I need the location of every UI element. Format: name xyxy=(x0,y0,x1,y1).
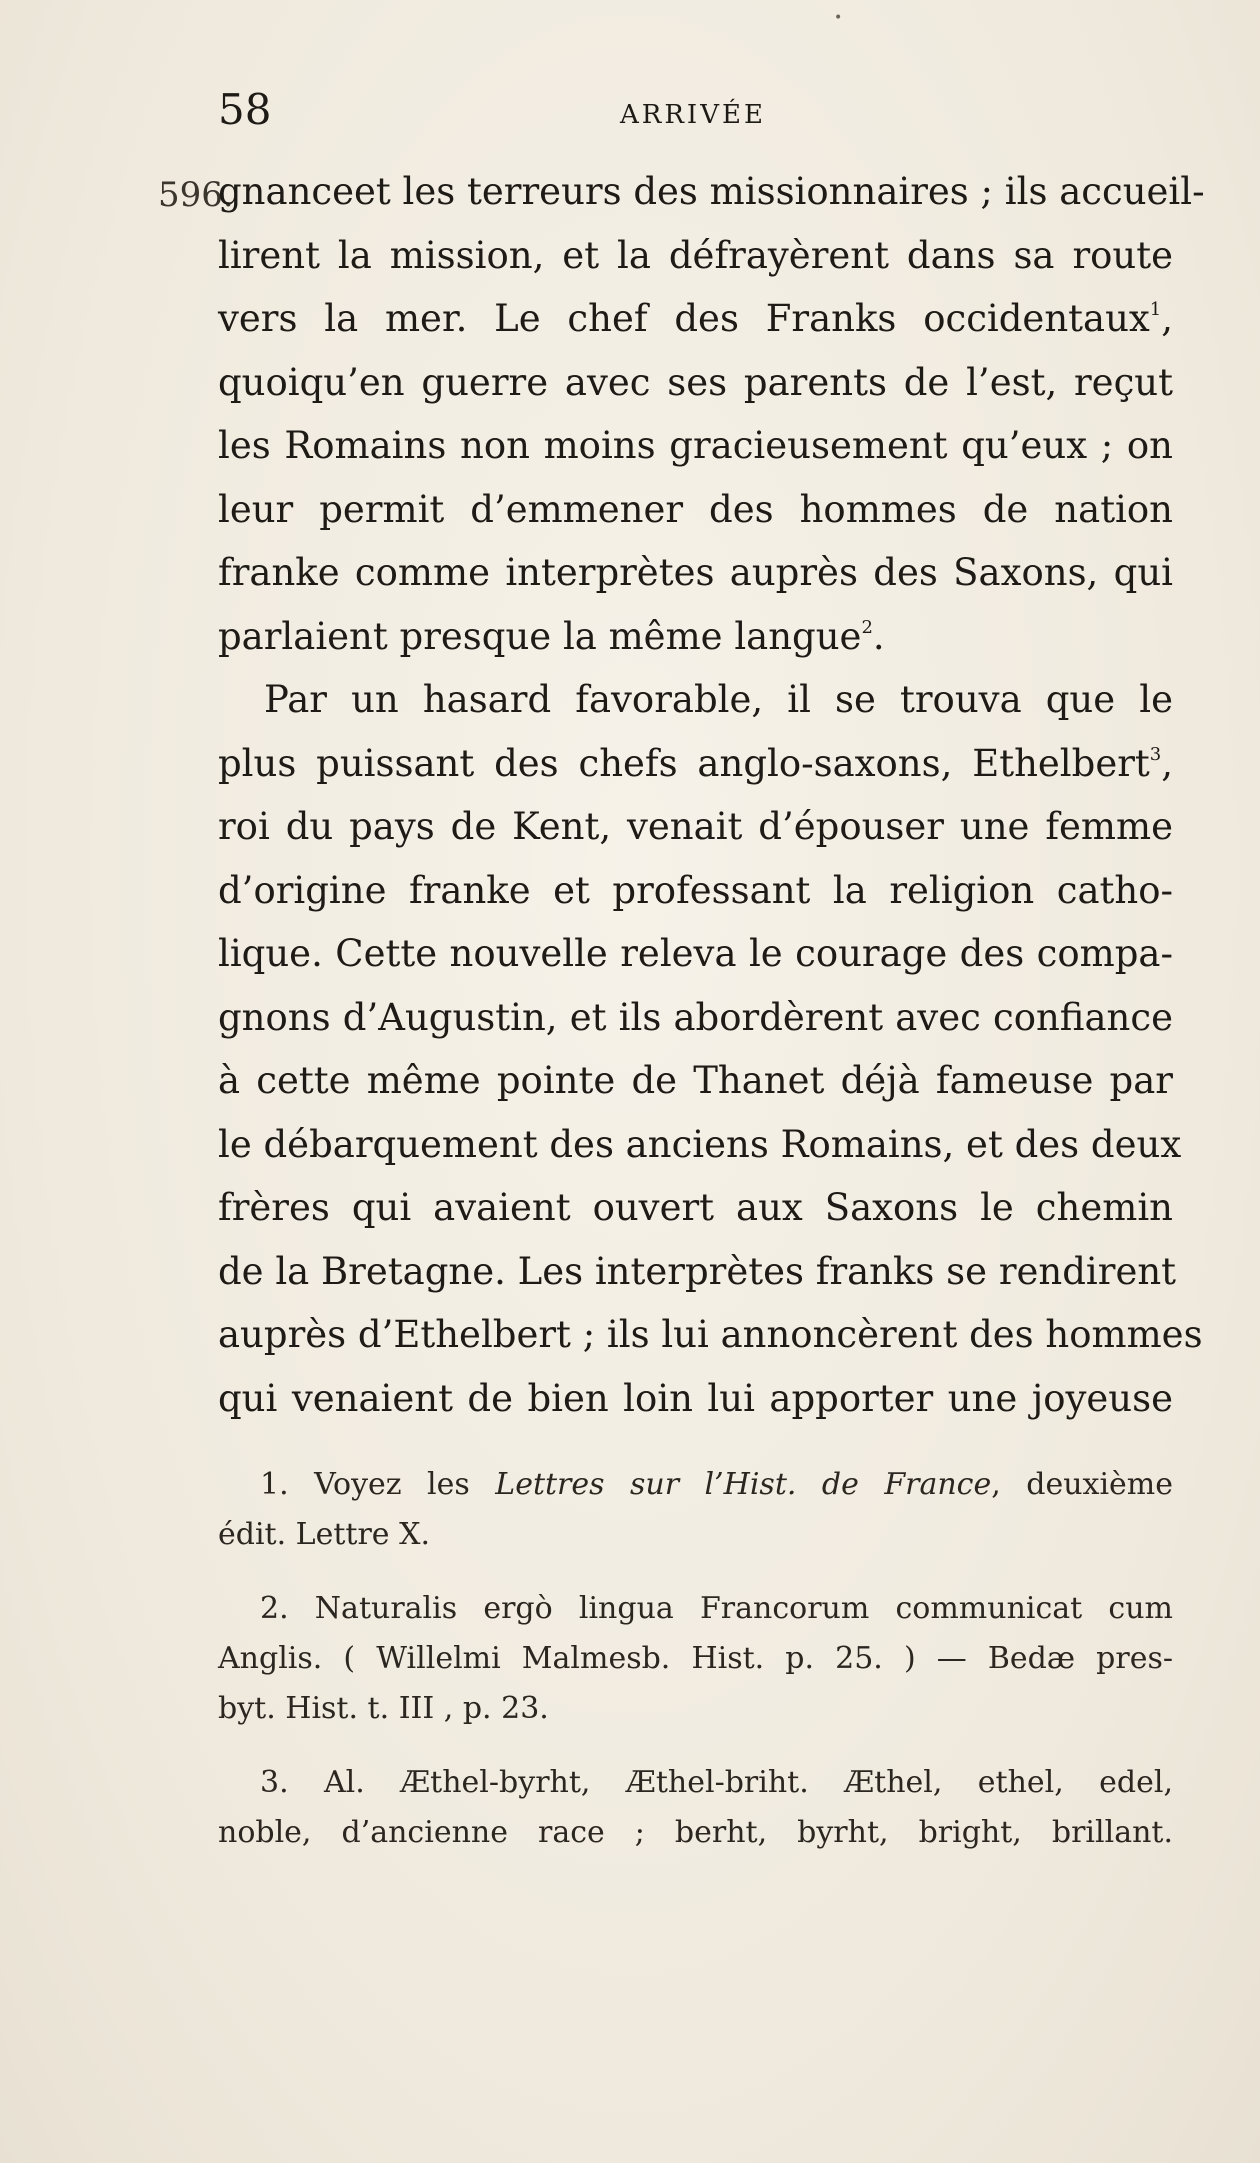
footnote-ref-3: 3 xyxy=(1149,743,1162,765)
running-title: ARRIVÉE xyxy=(620,100,766,130)
footnote-ref-2: 2 xyxy=(861,616,873,638)
print-speck: • xyxy=(834,10,843,26)
text-line: d’origine franke et professant la religion catho- xyxy=(218,868,1173,912)
footnote-ref-1: 1 xyxy=(1149,299,1162,320)
footnote-3-line: noble, d’ancienne race ; berht, byrht, bright, brillant. xyxy=(218,1815,1173,1850)
punctuation: , xyxy=(1161,741,1173,785)
page-number: 58 xyxy=(218,85,272,134)
footnote-2-line: 2. Naturalis ergò lingua Francorum communicat cum xyxy=(260,1591,1173,1626)
text-line: gnanceet les terreurs des missionnaires ; ils accueil- xyxy=(218,170,1205,213)
text-line: les Romains non moins gracieusement qu’eux ; on xyxy=(218,424,1173,467)
text-line: quoiqu’en guerre avec ses parents de l’est, reçut xyxy=(218,360,1173,404)
text-line: à cette même pointe de Thanet déjà fameuse par xyxy=(218,1059,1173,1102)
text-line: auprès d’Ethelbert ; ils lui annoncèrent des hommes xyxy=(218,1313,1203,1356)
text-line: Par un hasard favorable, il se trouva que le xyxy=(264,678,1173,721)
text-line: le débarquement des anciens Romains, et des deux xyxy=(218,1122,1182,1166)
footnote-1-title: Lettres sur l’Hist. de France xyxy=(495,1467,992,1502)
text-line-content: vers la mer. Le chef des Franks occidentaux xyxy=(218,297,1150,340)
footnote-1-suffix: , deuxième xyxy=(991,1467,1173,1502)
footnote-1-line xyxy=(218,1460,1173,1510)
footnotes xyxy=(218,1460,1173,1858)
text-line: lirent la mission, et la défrayèrent dans sa route xyxy=(218,233,1173,277)
text-line: lique. Cette nouvelle releva le courage des compa- xyxy=(218,932,1173,975)
punctuation: , xyxy=(1161,297,1173,340)
footnote-1-line: édit. Lettre X. xyxy=(218,1517,430,1552)
text-line: qui venaient de bien loin lui apporter une joyeuse xyxy=(218,1376,1173,1420)
text-line-content: plus puissant des chefs anglo-saxons, Ethelbert xyxy=(218,741,1150,785)
footnote-3-line: 3. Al. Æthel-byrht, Æthel-briht. Æthel, ethel, edel, xyxy=(260,1765,1173,1800)
footnote-2-line: Anglis. ( Willelmi Malmesb. Hist. p. 25. ) — Bedæ pres- xyxy=(218,1641,1173,1676)
footnote-2-line: byt. Hist. t. III , p. 23. xyxy=(218,1691,549,1726)
text-line: de la Bretagne. Les interprètes franks se rendirent xyxy=(218,1249,1177,1293)
body-text xyxy=(218,160,1205,1430)
text-line xyxy=(218,287,1173,351)
text-line: frères qui avaient ouvert aux Saxons le chemin xyxy=(218,1186,1173,1229)
punctuation: . xyxy=(872,614,885,658)
text-line: leur permit d’emmener des hommes de nation xyxy=(218,487,1173,531)
text-line: gnons d’Augustin, et ils abordèrent avec confiance xyxy=(218,995,1173,1039)
text-line: franke comme interprètes auprès des Saxons, qui xyxy=(218,551,1173,594)
text-line xyxy=(218,732,1173,796)
page-header xyxy=(0,85,1260,145)
text-line xyxy=(218,605,1173,669)
text-line-content: parlaient presque la même langue xyxy=(218,614,862,658)
text-line: roi du pays de Kent, venait d’épouser une femme xyxy=(218,805,1173,848)
margin-year: 596. xyxy=(158,175,234,215)
footnote-1-prefix: 1. Voyez les xyxy=(260,1467,496,1502)
